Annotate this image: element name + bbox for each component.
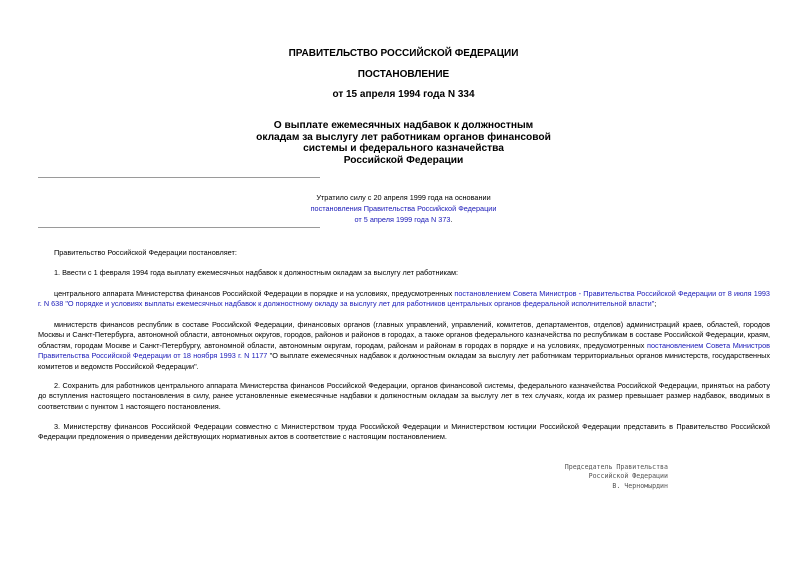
repeal-link-date[interactable]: от 5 апреля 1999 года N 373 bbox=[354, 215, 451, 224]
decree-638-link[interactable]: постановлением Совета Министров - Правительства Российской Федерации от 8 июля 1993 г. N 638 "О порядке и условиях выплаты ежемесячных надбавок к должностному окладу за выслугу лет для работников центральных органов федеральной исполнительной власти" bbox=[38, 289, 770, 309]
decree-1177-link[interactable]: постановлением Совета Министров Правительства Российской Федерации от 18 ноября 1993 г. N 1177 bbox=[38, 340, 771, 361]
repeal-link-suffix: . bbox=[450, 215, 453, 224]
repeal-text: Утратило силу с 20 апреля 1999 года на основании bbox=[316, 193, 491, 202]
signature-block bbox=[468, 463, 668, 491]
paragraph-text: "О выплате ежемесячных надбавок к должностным окладам за выслугу лет работникам территориальных органов министерств, государственных комитетов и ведомств Российской Федерации". bbox=[38, 351, 770, 371]
title-line: окладам за выслугу лет работникам органов финансовой bbox=[256, 131, 551, 143]
repeal-link[interactable]: постановления Правительства Российской Федерации bbox=[310, 204, 497, 213]
document-date: от 15 апреля 1994 года N 334 bbox=[332, 89, 475, 100]
paragraph-text: ; bbox=[654, 299, 657, 309]
signature-line: Председатель Правительства bbox=[564, 463, 668, 471]
paragraph-item-1: 1. Ввести с 1 февраля 1994 года выплату ежемесячных надбавок к должностным окладам за выслугу лет работникам: bbox=[54, 268, 459, 277]
signature-line: В. Черномырдин bbox=[612, 481, 668, 490]
document-title bbox=[0, 120, 807, 166]
title-line: О выплате ежемесячных надбавок к должностным bbox=[273, 120, 534, 131]
paragraph-preamble: Правительство Российской Федерации постановляет: bbox=[54, 248, 237, 257]
divider-top bbox=[38, 177, 320, 178]
paragraph-text: центрального аппарата Министерства финансов Российской Федерации в порядке и на условиях, предусмотренных bbox=[54, 289, 455, 298]
paragraph-item-1-regional bbox=[38, 320, 770, 372]
government-heading: ПРАВИТЕЛЬСТВО РОССИЙСКОЙ ФЕДЕРАЦИИ bbox=[288, 48, 519, 59]
signature-line: Российской Федерации bbox=[588, 472, 668, 481]
title-line: Российской Федерации bbox=[343, 154, 464, 166]
repeal-note bbox=[0, 192, 807, 225]
title-line: системы и федерального казначейства bbox=[303, 143, 504, 154]
document-type-heading: ПОСТАНОВЛЕНИЕ bbox=[357, 69, 450, 80]
paragraph-item-2: 2. Сохранить для работников центрального аппарата Министерства финансов Российской Федерации, органов финансовой системы, федерального казначейства Российской Федерации, принятых на работу до вступления настоящего постановления в силу, ранее установленные ежемесячные надбавки к должностным окладам за выслугу лет в тех случаях, когда их размер превышает размер надбавок, вводимых в соответствии с пунктом 1 настоящего постановления. bbox=[38, 381, 770, 411]
paragraph-item-1-central bbox=[38, 289, 770, 310]
paragraph-text: министерств финансов республик в составе Российской Федерации, финансовых органов (главных управлений, управлений, комитетов, департаментов, отделов) администраций краев, областей, городов Москвы и Санкт-Петербурга, автономной области, автономных округов, городов, районов и районов в городах, а также органов федерального казначейства по республикам в составе Российской Федерации, краям, областям, городам Москве и Санкт-Петербургу, автономной области, автономным округам, городам, районам и районам в городах в порядке и на условиях, предусмотренных bbox=[38, 320, 770, 350]
divider-bottom bbox=[38, 227, 320, 228]
paragraph-item-3: 3. Министерству финансов Российской Федерации совместно с Министерством труда Российской Федерации и Министерством юстиции Российской Федерации представить в Правительство Российской Федерации предложения о приведении действующих нормативных актов в соответствие с настоящим постановлением. bbox=[38, 422, 770, 442]
